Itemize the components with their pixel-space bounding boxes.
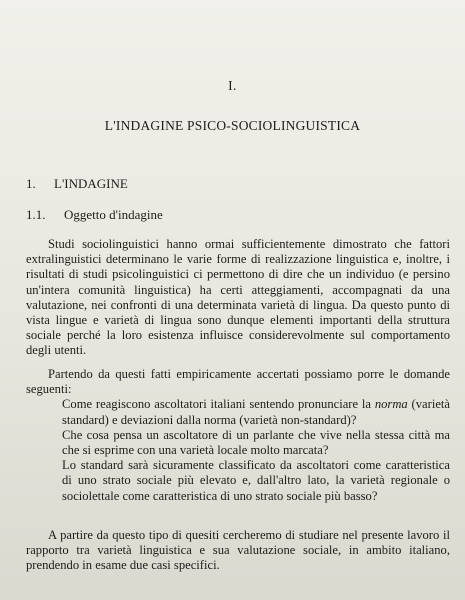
section-heading bbox=[26, 176, 128, 192]
question-1-text-b: (varietà standard) e deviazioni dalla norma (varietà non-standard)? bbox=[62, 397, 450, 427]
paragraph-1-text: Studi sociolinguistici hanno ormai sufficientemente dimostrato che fattori extralinguistici determinano le varie forme di realizzazione linguistica e, inoltre, i risultati di studi psicolinguistici ci permettono di dire che un individuo (e persino un'intera comunità linguistica) ha certi atteggiamenti, accompagnati da una valutazione, nei confronti di una determinata varietà di lingua. Da questo punto di vista lingue e varietà di lingua sono dunque elementi importanti della struttura sociale perché la loro esistenza influisce considerevolmente sul comportamento degli utenti. bbox=[26, 237, 450, 358]
section-title: L'INDAGINE bbox=[54, 176, 128, 191]
paragraph-2-intro: Partendo da questi fatti empiricamente accertati possiamo porre le domande seguenti: bbox=[26, 367, 450, 397]
paragraph-1 bbox=[26, 237, 450, 359]
paragraph-3-text: A partire da questo tipo di quesiti cercheremo di studiare nel presente lavoro il rapporto tra varietà linguistica e sua valutazione sociale, in ambito italiano, prendendo in esame due casi specifici. bbox=[26, 528, 450, 573]
question-1 bbox=[62, 397, 450, 427]
question-1-italic-term: norma bbox=[374, 397, 408, 412]
paragraph-2 bbox=[26, 367, 450, 504]
subsection-number: 1.1. bbox=[26, 207, 46, 222]
question-1-text-a: Come reagiscono ascoltatori italiani sentendo pronunciare la bbox=[62, 397, 375, 412]
section-number: 1. bbox=[26, 176, 36, 191]
question-list bbox=[26, 397, 450, 503]
chapter-title: L'INDAGINE PSICO-SOCIOLINGUISTICA bbox=[104, 118, 361, 133]
subsection-title: Oggetto d'indagine bbox=[64, 207, 163, 222]
subsection-heading bbox=[26, 207, 163, 223]
question-3: Lo standard sarà sicuramente classificato da ascoltatori come caratteristica di uno strato sociale più elevato e, dall'altro lato, la varietà regionale o sociolettale come caratteristica di uno strato sociale più basso? bbox=[62, 458, 450, 503]
question-2: Che cosa pensa un ascoltatore di un parlante che vive nella stessa città ma che si esprime con una varietà locale molto marcata? bbox=[62, 427, 450, 458]
chapter-number: I. bbox=[228, 78, 237, 93]
paragraph-3 bbox=[26, 528, 450, 574]
